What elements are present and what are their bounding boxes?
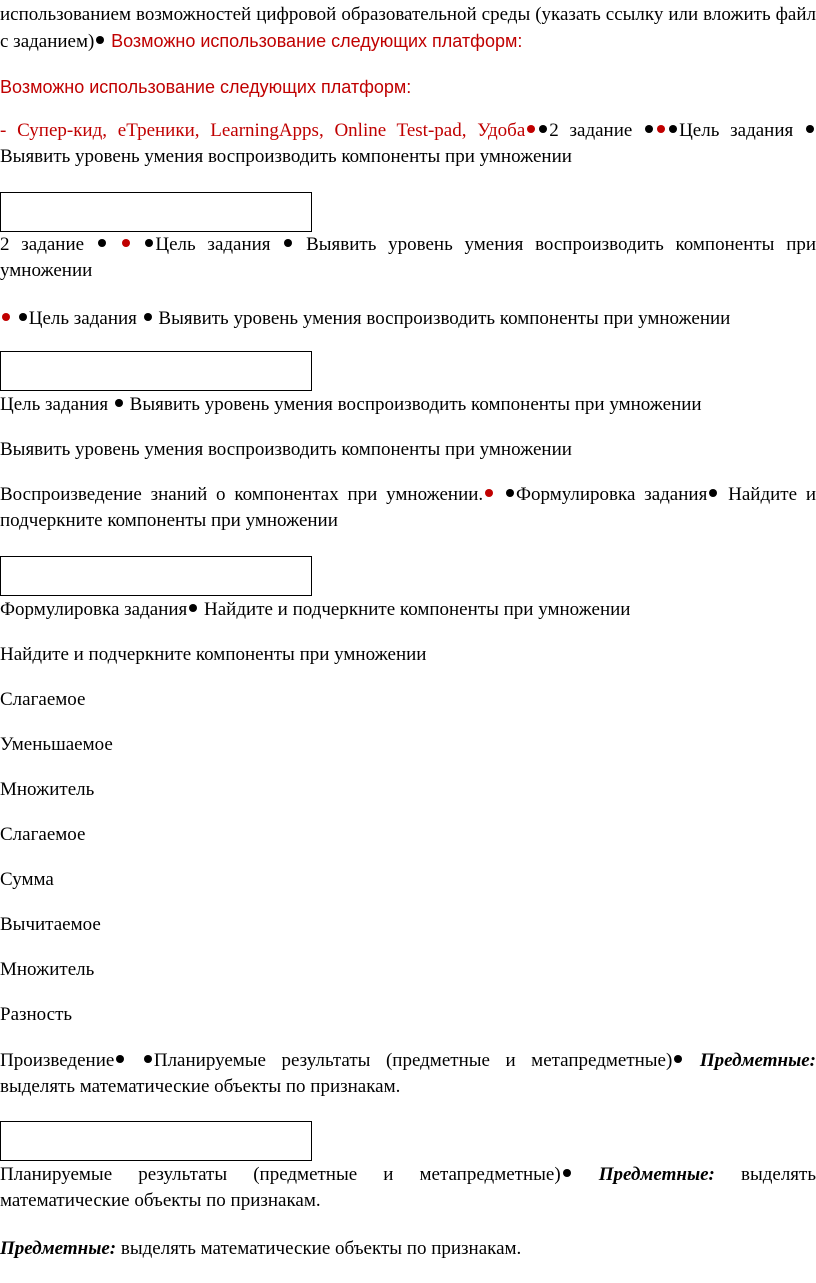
bullet-icon: [115, 399, 123, 407]
bullet-icon: [145, 239, 153, 247]
bullet-icon: [2, 313, 10, 321]
empty-frame-box: [0, 1121, 312, 1161]
bullet-icon: [709, 489, 717, 497]
bullet-icon: [19, 313, 27, 321]
bullet-icon: [539, 125, 547, 133]
empty-frame-box: [0, 556, 312, 596]
bullet-icon: [144, 1055, 152, 1063]
paragraph-goal-text: Выявить уровень умения воспроизводить компоненты при умножении: [0, 439, 572, 460]
bullet-icon: [657, 125, 665, 133]
bullet-icon: [485, 489, 493, 497]
term-item: Разность: [0, 1004, 73, 1025]
paragraph-platforms-list: - Супер-кид, еТреники, LearningApps, Online Test-pad, Удоба 2 задание Цель задания Выявить уровень умения воспроизводить компоненты при умножении: [0, 118, 816, 170]
bullet-icon: [527, 125, 535, 133]
paragraph-intro: использованием возможностей цифровой образовательной среды (указать ссылку или вложить файл с заданием) Возможно использование следующих платформ:: [0, 4, 816, 52]
empty-frame-box: [0, 351, 312, 391]
bullet-icon: [189, 604, 197, 612]
paragraph-formulation: Формулировка задания Найдите и подчеркните компоненты при умножении: [0, 599, 631, 620]
bullet-icon: [98, 239, 106, 247]
term-item: Уменьшаемое: [0, 734, 113, 755]
bullet-icon: [144, 313, 152, 321]
term-item: Вычитаемое: [0, 914, 101, 935]
term-item: Слагаемое: [0, 824, 86, 845]
bullet-icon: [563, 1169, 571, 1177]
term-item: Сумма: [0, 869, 54, 890]
bullet-icon: [806, 125, 814, 133]
paragraph-product-results: Произведение Планируемые результаты (предметные и метапредметные) Предметные: выделять математические объекты по признакам.: [0, 1050, 816, 1097]
term-item: Множитель: [0, 779, 95, 800]
empty-frame-box: [0, 192, 312, 232]
bullet-icon: [674, 1055, 682, 1063]
bullet-icon: [645, 125, 653, 133]
paragraph-instruction: Найдите и подчеркните компоненты при умножении: [0, 644, 427, 665]
bullet-icon: [669, 125, 677, 133]
term-item: Слагаемое: [0, 689, 86, 710]
bullet-icon: [96, 36, 104, 44]
bullet-icon: [284, 239, 292, 247]
bullet-icon: [122, 239, 130, 247]
paragraph-task-2: 2 задание Цель задания Выявить уровень умения воспроизводить компоненты при умножении: [0, 234, 816, 281]
paragraph-subject-results: Предметные: выделять математические объекты по признакам.: [0, 1238, 522, 1259]
paragraph-platforms-heading: Возможно использование следующих платформ:: [0, 77, 412, 97]
bullet-icon: [116, 1055, 124, 1063]
paragraph-reproduction: Воспроизведение знаний о компонентах при умножении. Формулировка задания Найдите и подчеркните компоненты при умножении: [0, 484, 816, 531]
paragraph-goal: Цель задания Выявить уровень умения воспроизводить компоненты при умножении: [0, 394, 702, 415]
paragraph-planned-results: Планируемые результаты (предметные и метапредметные) Предметные: выделять математические объекты по признакам.: [0, 1164, 816, 1211]
paragraph-goal-bulleted: Цель задания Выявить уровень умения воспроизводить компоненты при умножении: [0, 306, 816, 332]
term-item: Множитель: [0, 959, 95, 980]
bullet-icon: [506, 489, 514, 497]
